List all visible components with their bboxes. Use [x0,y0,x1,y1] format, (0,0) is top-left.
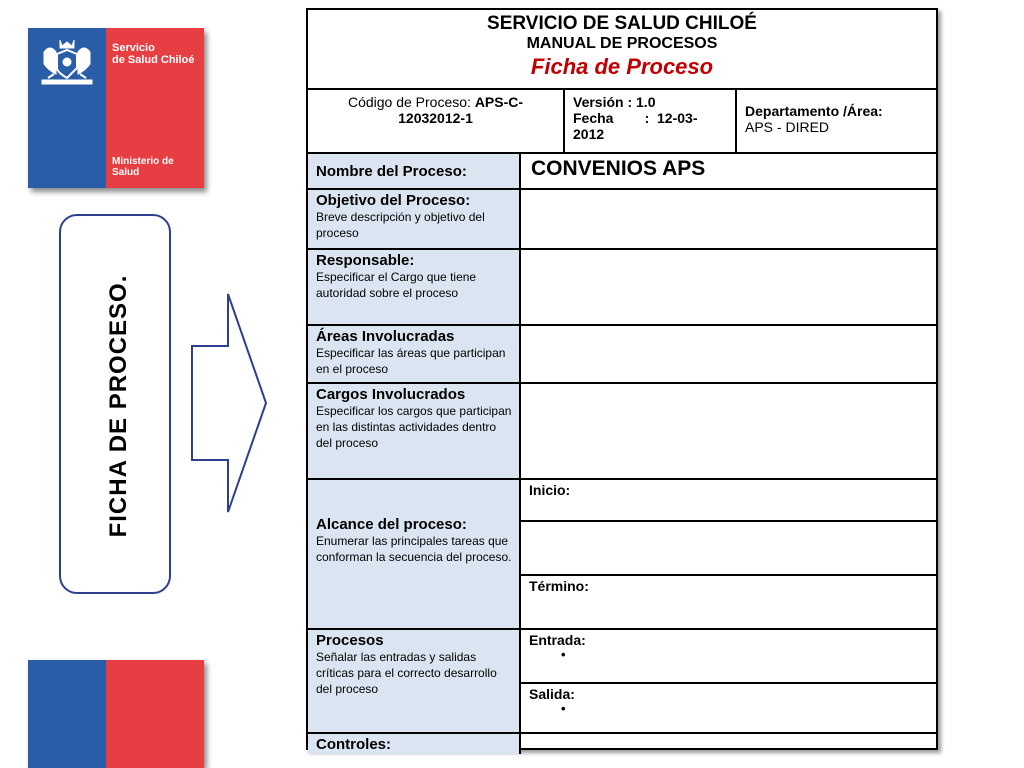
document-header [308,10,936,90]
procesos-entrada [521,630,936,684]
entrada-bullet: • [561,647,566,662]
row-areas-label [308,326,521,382]
header-title: Ficha de Proceso [530,54,714,79]
cargos-value [521,384,936,478]
process-sheet-document [306,8,938,753]
areas-desc: Especificar las áreas que participan en el proceso [316,346,506,376]
logo-ministry-line1: Ministerio de [112,156,174,167]
side-label: FICHA DE PROCESO. [105,274,132,538]
row-areas [308,326,936,384]
process-code-label: Código de Proceso: [347,94,475,110]
logo-ministry-line2: Salud [112,167,140,178]
salida-label: Salida: [529,686,575,702]
controles-value [521,734,936,754]
areas-label: Áreas Involucradas [316,328,455,345]
row-responsable-label [308,250,521,324]
procesos-value [521,630,936,732]
alcance-value [521,480,936,628]
side-label-box [59,214,171,594]
row-procesos [308,630,936,734]
alcance-label: Alcance del proceso: [316,516,467,533]
header-manual: MANUAL DE PROCESOS [526,35,718,52]
row-controles [308,734,936,754]
version-date [565,90,737,152]
responsable-desc: Especificar el Cargo que tiene autoridad sobre el proceso [316,270,477,300]
row-cargos [308,384,936,480]
department-area [737,90,936,152]
process-code-value-b: 12032012-1 [398,110,473,126]
areas-value [521,326,936,382]
cargos-label: Cargos Involucrados [316,386,466,403]
alcance-inicio: Inicio: [521,480,936,522]
alcance-termino: Término: [529,578,589,594]
row-cargos-label [308,384,521,478]
row-procesos-label [308,630,521,732]
cargos-desc: Especificar los cargos que participan en las distintas actividades dentro del proceso [316,404,512,450]
procesos-label: Procesos [316,632,384,649]
procesos-desc: Señalar las entradas y salidas críticas para el correcto desarrollo del proceso [316,650,497,696]
row-objetivo-label [308,190,521,248]
logo-ministry-name [112,156,174,178]
row-nombre [308,154,936,190]
right-arrow-icon [190,292,270,514]
row-responsable [308,250,936,326]
process-code [308,90,565,152]
nombre-value: CONVENIOS APS [531,157,706,180]
date-label: Fecha : 12-03- [573,110,698,126]
department-value: APS - DIRED [745,119,830,135]
objetivo-value [521,190,936,248]
salida-bullet: • [561,701,566,716]
alcance-middle [521,522,936,576]
department-label: Departamento /Área: [745,103,883,119]
row-alcance [308,480,936,630]
procesos-salida [521,684,936,732]
row-nombre-label [308,154,521,188]
document-meta [308,90,936,154]
coat-of-arms-icon [34,34,100,92]
logo-org-name [112,42,195,66]
objetivo-label: Objetivo del Proceso: [316,192,471,209]
nombre-label: Nombre del Proceso: [316,163,467,180]
entrada-label: Entrada: [529,632,586,648]
row-controles-label [308,734,521,754]
version-label: Versión : 1.0 [573,94,656,110]
logo-org-line1: Servicio [112,42,155,54]
row-objetivo [308,190,936,250]
flag-red-band [106,660,204,768]
logo-org-line2: de Salud Chiloé [112,54,195,66]
date-year: 2012 [573,126,605,142]
logo-servicio-salud-chiloe [28,28,204,188]
responsable-value [521,250,936,324]
objetivo-desc: Breve descripción y objetivo del proceso [316,210,485,240]
responsable-label: Responsable: [316,252,415,269]
row-alcance-label [308,480,521,628]
header-org: SERVICIO DE SALUD CHILOÉ [487,13,757,34]
flag-blue-band [28,660,106,768]
process-code-value-a: APS-C- [474,94,524,110]
flag-decoration [28,660,204,768]
alcance-desc: Enumerar las principales tareas que conforman la secuencia del proceso. [316,534,512,564]
controles-label: Controles: [316,736,391,753]
